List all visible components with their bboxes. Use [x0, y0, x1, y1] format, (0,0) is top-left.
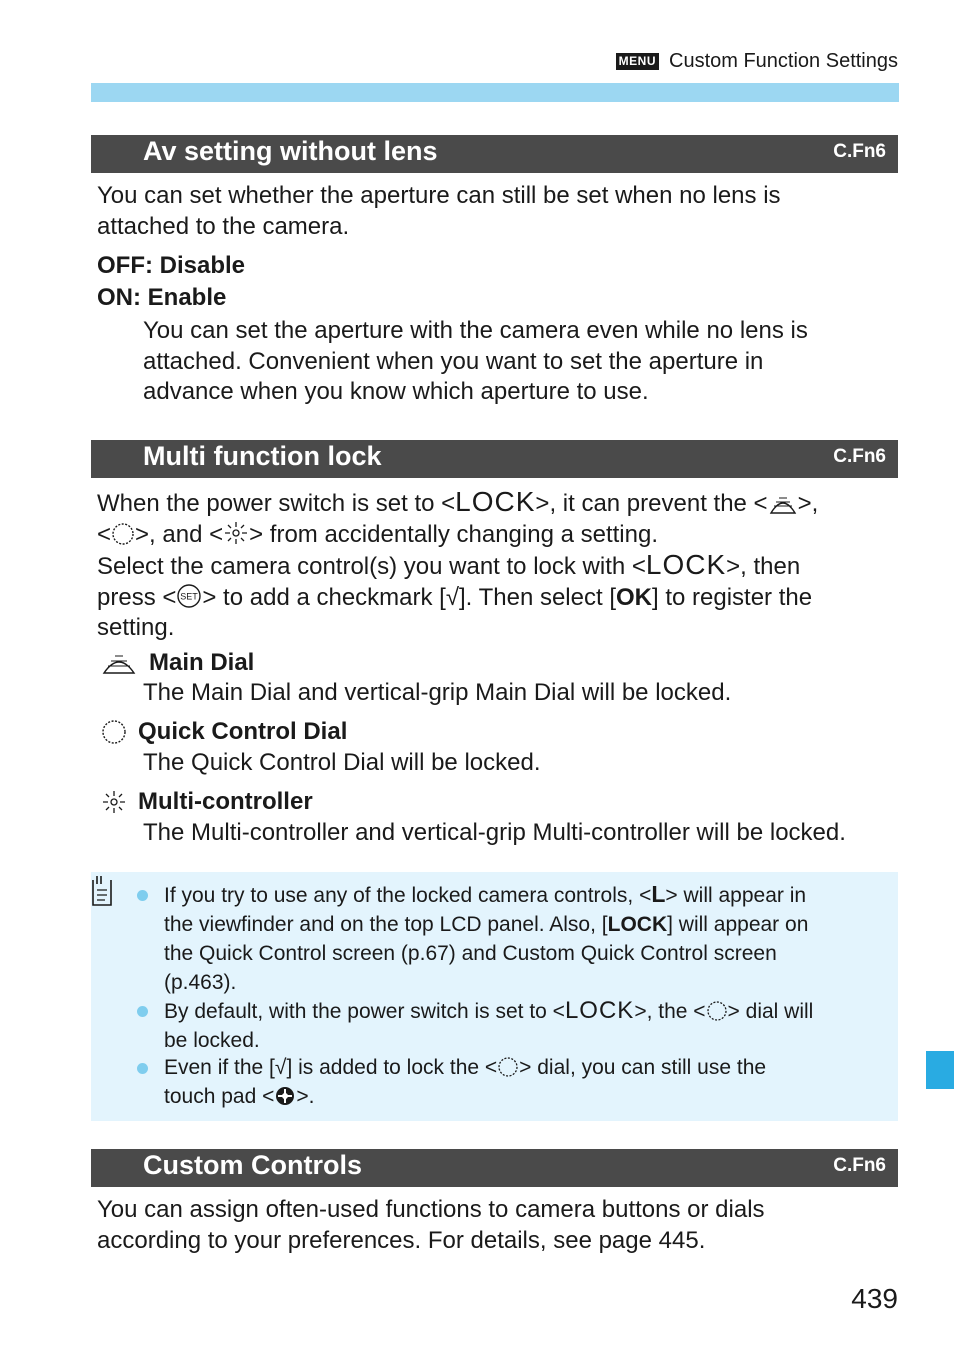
option-on-desc	[143, 316, 898, 408]
text-line: < >, and < > from accidentally changing a setting.	[97, 520, 658, 548]
lock-intro	[97, 487, 897, 644]
mc-desc: The Multi-controller and vertical-grip Multi-controller will be locked.	[143, 819, 846, 846]
note-item: If you try to use any of the locked camera controls, <L> will appear in the viewfinder and on the top LCD panel. Also, [LOCK] will appear on the Quick Control screen (p.67) and Custom Quick Control screen (p.463).	[164, 880, 864, 997]
bullet	[137, 890, 148, 901]
check-symbol: √	[445, 583, 460, 611]
section-title: Multi function lock	[143, 441, 382, 471]
note-box	[91, 872, 898, 1121]
l-symbol: L	[651, 881, 666, 907]
lock-symbol: LOCK	[645, 549, 727, 580]
set-button-icon	[176, 583, 202, 609]
text-line: setting.	[97, 614, 175, 641]
lock-label: LOCK	[607, 913, 668, 936]
text-line: according to your preferences. For details, see page 445.	[97, 1226, 706, 1254]
note-item: Even if the [√] is added to lock the < > dial, you can still use the touch pad < >.	[164, 1053, 864, 1111]
running-header	[616, 50, 898, 73]
main-dial-heading: Main Dial	[101, 648, 901, 679]
av-intro	[97, 181, 897, 242]
qcd-heading: Quick Control Dial	[101, 717, 901, 748]
text-line: press < SET > to add a checkmark [√]. Then select [OK] to register the	[97, 583, 813, 611]
svg-text:SET: SET	[180, 591, 199, 601]
header-title: Custom Function Settings	[669, 50, 898, 72]
quick-control-dial-icon	[111, 522, 135, 546]
note-icon	[91, 874, 117, 908]
text-line: attached. Convenient when you want to set the aperture in	[143, 347, 764, 375]
note-item: By default, with the power switch is set to <LOCK>, the < > dial will be locked.	[164, 996, 864, 1055]
bullet	[137, 1063, 148, 1074]
chapter-tab	[926, 1051, 954, 1089]
fn-label: C.Fn6	[833, 141, 886, 162]
main-dial-desc: The Main Dial and vertical-grip Main Dial will be locked.	[143, 679, 732, 706]
section-title: Custom Controls	[143, 1150, 362, 1180]
multi-controller-icon	[223, 520, 249, 546]
text-line: advance when you know which aperture to use.	[143, 378, 649, 405]
ok-label: OK	[616, 583, 652, 611]
text-line: You can set whether the aperture can still be set when no lens is	[97, 182, 781, 209]
custom-controls-desc	[97, 1195, 897, 1256]
lock-symbol: LOCK	[564, 997, 635, 1024]
text-line: When the power switch is set to <LOCK>, it can prevent the < >,	[97, 486, 819, 517]
text-line: You can assign often-used functions to camera buttons or dials	[97, 1196, 765, 1223]
section-title: Av setting without lens	[143, 136, 438, 166]
quick-control-dial-icon	[101, 719, 127, 745]
text-line: attached to the camera.	[97, 212, 350, 240]
text-line: Select the camera control(s) you want to lock with <LOCK>, then	[97, 549, 801, 580]
page-number: 439	[851, 1283, 898, 1314]
quick-control-dial-icon	[497, 1056, 519, 1078]
touch-pad-icon	[274, 1085, 296, 1107]
qcd-desc: The Quick Control Dial will be locked.	[143, 749, 541, 776]
section-header-av-setting	[91, 135, 898, 173]
section-header-multi-function-lock	[91, 440, 898, 478]
section-header-custom-controls	[91, 1149, 898, 1187]
option-on: ON: Enable	[97, 284, 227, 311]
fn-label: C.Fn6	[833, 446, 886, 467]
option-off: OFF: Disable	[97, 252, 246, 279]
fn-label: C.Fn6	[833, 1155, 886, 1176]
menu-icon: MENU	[616, 53, 659, 70]
multi-controller-icon	[101, 789, 127, 815]
accent-bar	[91, 83, 899, 102]
mc-heading: Multi-controller	[101, 787, 901, 818]
bullet	[137, 1006, 148, 1017]
text-line: You can set the aperture with the camera even while no lens is	[143, 317, 808, 344]
main-dial-icon	[101, 651, 137, 675]
lock-symbol: LOCK	[455, 486, 536, 517]
main-dial-icon	[768, 493, 798, 515]
quick-control-dial-icon	[706, 1000, 728, 1022]
check-symbol: √	[274, 1056, 287, 1079]
